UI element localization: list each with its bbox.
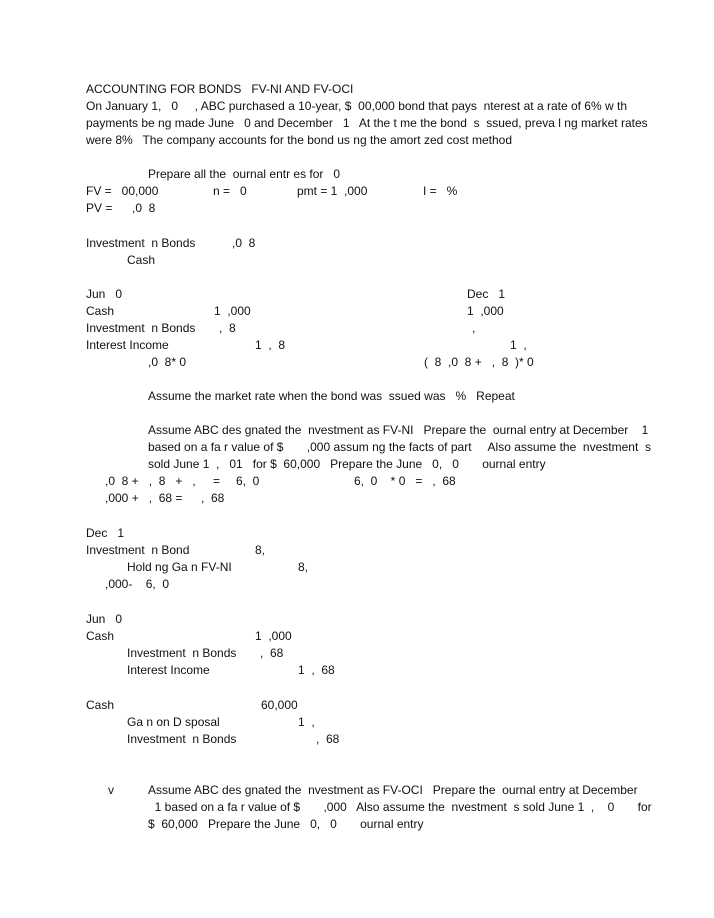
jun-entry-investment-amount: , 68 bbox=[260, 646, 284, 660]
i-value: I = % bbox=[423, 184, 458, 198]
entry1-debit-account: Investment n Bonds bbox=[86, 236, 196, 250]
n-value: n = 0 bbox=[213, 184, 247, 198]
entry1-credit-account: Cash bbox=[127, 253, 156, 267]
calc-line-2-b: , 68 bbox=[201, 491, 225, 505]
jun-investment-amount: , 8 bbox=[219, 321, 236, 335]
pmt-value: pmt = 1 ,000 bbox=[297, 184, 368, 198]
dec-interest-amount: 1 , bbox=[510, 338, 527, 352]
dec-investment-amount: , bbox=[472, 321, 476, 335]
dec-entry-date: Dec 1 bbox=[86, 526, 125, 540]
fv-value: FV = 00,000 bbox=[86, 184, 159, 198]
calc-line-1-a: ,0 8 + , 8 + , bbox=[105, 474, 196, 488]
calc-line-2-a: ,000 + , 68 = bbox=[105, 491, 183, 505]
jun-entry-interest-amount: 1 , 68 bbox=[298, 663, 335, 677]
intro-line-3: were 8% The company accounts for the bond us ng the amort zed cost method bbox=[86, 133, 513, 147]
jun-date: Jun 0 bbox=[86, 287, 123, 301]
sale-entry-cash-label: Cash bbox=[86, 698, 115, 712]
part-b-text: Assume the market rate when the bond was ssued was % Repeat bbox=[148, 389, 515, 403]
entry1-debit-amount: ,0 8 bbox=[232, 236, 256, 250]
dec-calculation: ( 8 ,0 8 + , 8 )* 0 bbox=[424, 355, 534, 369]
part-v-marker: v bbox=[108, 783, 114, 797]
calc-line-1-b: = bbox=[213, 474, 221, 488]
pv-label: PV = bbox=[86, 201, 113, 215]
document-title: ACCOUNTING FOR BONDS FV-NI AND FV-OCI bbox=[86, 82, 354, 96]
dec-entry-credit-account: Hold ng Ga n FV-NI bbox=[127, 560, 232, 574]
part-c-line-3: sold June 1 , 01 for $ 60,000 Prepare the June 0, 0 ournal entry bbox=[148, 457, 546, 471]
jun-cash-label: Cash bbox=[86, 304, 115, 318]
part-c-line-2: based on a fa r value of $ ,000 assum ng the facts of part Also assume the nvestment s bbox=[148, 440, 651, 454]
part-a-heading: Prepare all the ournal entr es for 0 bbox=[148, 167, 341, 181]
sale-entry-cash-amount: 60,000 bbox=[261, 698, 298, 712]
dec-entry-debit-account: Investment n Bond bbox=[86, 543, 190, 557]
jun-calculation: ,0 8* 0 bbox=[148, 355, 187, 369]
part-v-line-3: $ 60,000 Prepare the June 0, 0 ournal entry bbox=[148, 817, 424, 831]
dec-entry-debit-amount: 8, bbox=[255, 543, 266, 557]
part-c-line-1: Assume ABC des gnated the nvestment as FV-NI Prepare the ournal entry at December 1 bbox=[148, 423, 649, 437]
jun-interest-amount: 1 , 8 bbox=[255, 338, 286, 352]
jun-entry-cash-amount: 1 ,000 bbox=[255, 629, 292, 643]
jun-entry-investment-label: Investment n Bonds bbox=[127, 646, 237, 660]
sale-entry-investment-amount: , 68 bbox=[316, 732, 340, 746]
sale-entry-gain-label: Ga n on D sposal bbox=[127, 715, 220, 729]
jun-interest-label: Interest Income bbox=[86, 338, 169, 352]
pv-value: ,0 8 bbox=[132, 201, 156, 215]
calc-line-1-d: 6, 0 * 0 = , 68 bbox=[354, 474, 456, 488]
jun-entry-interest-label: Interest Income bbox=[127, 663, 210, 677]
dec-cash-amount: 1 ,000 bbox=[467, 304, 504, 318]
sale-entry-investment-label: Investment n Bonds bbox=[127, 732, 237, 746]
sale-entry-gain-amount: 1 , bbox=[298, 715, 315, 729]
part-v-line-1: Assume ABC des gnated the nvestment as FV-OCI Prepare the ournal entry at December bbox=[148, 783, 638, 797]
calc-line-1-c: 6, 0 bbox=[236, 474, 260, 488]
jun-entry-cash-label: Cash bbox=[86, 629, 115, 643]
dec-entry-note: ,000- 6, 0 bbox=[105, 577, 170, 591]
intro-line-1: On January 1, 0 , ABC purchased a 10-year, $ 00,000 bond that pays nterest at a rate of 6% w th bbox=[86, 99, 627, 113]
jun-cash-amount: 1 ,000 bbox=[214, 304, 251, 318]
intro-line-2: payments be ng made June 0 and December 1 At the t me the bond s ssued, preva l ng market rates bbox=[86, 116, 648, 130]
jun-investment-label: Investment n Bonds bbox=[86, 321, 196, 335]
jun-entry-date: Jun 0 bbox=[86, 612, 123, 626]
dec-entry-credit-amount: 8, bbox=[298, 560, 309, 574]
dec-date: Dec 1 bbox=[467, 287, 506, 301]
part-v-line-2: 1 based on a fa r value of $ ,000 Also assume the nvestment s sold June 1 , 0 for bbox=[148, 800, 652, 814]
